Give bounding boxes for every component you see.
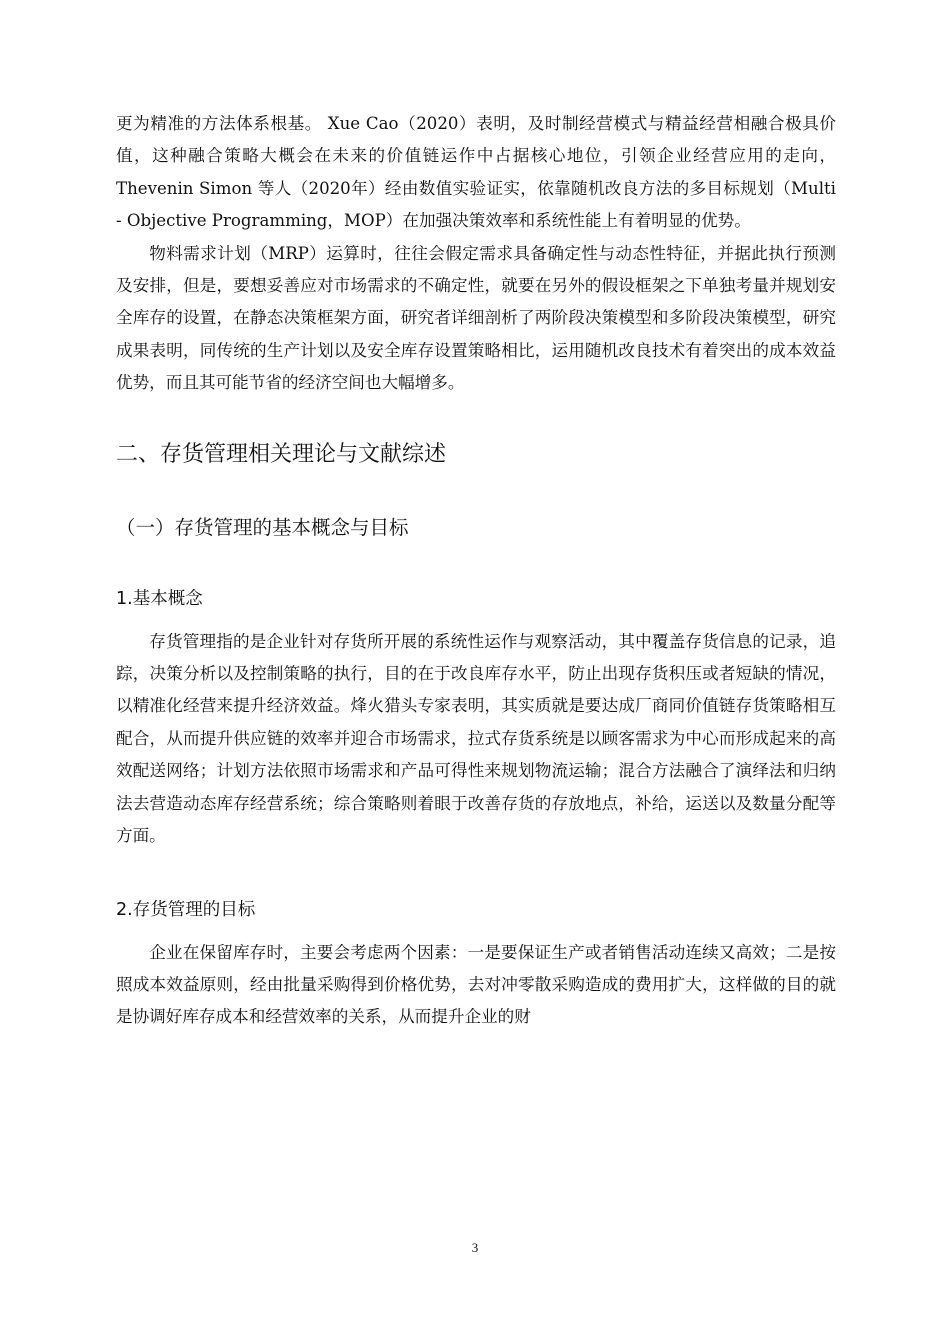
paragraph-goal: 企业在保留库存时，主要会考虑两个因素：一是要保证生产或者销售活动连续又高效；二是按照成本效益原则，经由批量采购得到价格优势，去对冲零散采购造成的费用扩大，这样做的目的就是协调好库存成本和经营效率的关系，从而提升企业的财	[116, 942, 836, 1027]
sub-subsection-heading-concept: 1.基本概念	[116, 588, 203, 609]
paragraph-continuation: 更为精准的方法体系根基。 Xue Cao（2020）表明，及时制经营模式与精益经营相融合极具价值，这种融合策略大概会在未来的价值链运作中占据核心地位，引领企业经营应用的走向，Thevenin Simon 等人（2020年）经由数值实验证实，依靠随机改良方法的多目标规划（Multi - Objective Programming，MOP）在加强决策效率和系统性能上有着明显的优势。	[116, 114, 836, 231]
sub-subsection-heading-goal: 2.存货管理的目标	[116, 899, 256, 920]
page-number: 3	[471, 1240, 479, 1255]
section-heading: 二、存货管理相关理论与文献综述	[116, 441, 447, 467]
subsection-heading: （一）存货管理的基本概念与目标	[116, 515, 409, 539]
paragraph-basic-concept: 存货管理指的是企业针对存货所开展的系统性运作与观察活动，其中覆盖存货信息的记录，追踪，决策分析以及控制策略的执行，目的在于改良库存水平，防止出现存货积压或者短缺的情况，以精准化经营来提升经济效益。烽火猎头专家表明，其实质就是要达成厂商同价值链存货策略相互配合，从而提升供应链的效率并迎合市场需求，拉式存货系统是以顾客需求为中心而形成起来的高效配送网络；计划方法依照市场需求和产品可得性来规划物流运输；混合方法融合了演绎法和归纳法去营造动态库存经营系统；综合策略则着眼于改善存货的存放地点，补给，运送以及数量分配等方面。	[116, 631, 836, 846]
page-content	[116, 108, 836, 1034]
paragraph-mrp: 物料需求计划（MRP）运算时，往往会假定需求具备确定性与动态性特征，并据此执行预测及安排，但是，要想妥善应对市场需求的不确定性，就要在另外的假设框架之下单独考量并规划安全库存的设置，在静态决策框架方面，研究者详细剖析了两阶段决策模型和多阶段决策模型，研究成果表明，同传统的生产计划以及安全库存设置策略相比，运用随机改良技术有着突出的成本效益优势，而且其可能节省的经济空间也大幅增多。	[116, 243, 836, 393]
